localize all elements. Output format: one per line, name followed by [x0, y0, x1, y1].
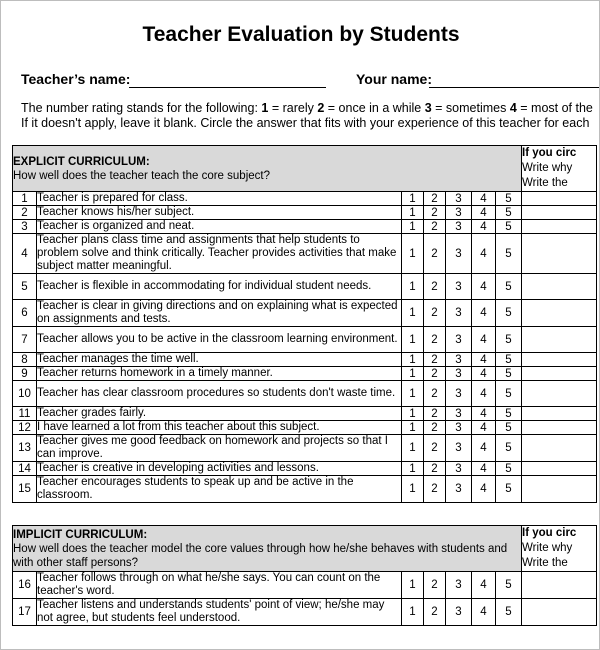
comment-cell[interactable] — [522, 435, 597, 462]
rating-option-4[interactable]: 4 — [472, 192, 496, 206]
question-statement: Teacher knows his/her subject. — [37, 206, 402, 220]
question-row — [13, 476, 597, 503]
rating-option-5[interactable]: 5 — [496, 206, 522, 220]
name-fields — [21, 71, 600, 91]
comment-cell[interactable] — [522, 381, 597, 407]
rating-option-4[interactable]: 4 — [472, 274, 496, 300]
question-number: 10 — [13, 381, 37, 407]
rating-option-3[interactable]: 3 — [446, 327, 472, 353]
rating-option-1[interactable]: 1 — [402, 572, 424, 599]
comment-instruction: If you circ — [522, 527, 577, 539]
question-statement: Teacher is prepared for class. — [37, 192, 402, 206]
implicit-curriculum-table — [12, 525, 597, 626]
rating-option-3[interactable]: 3 — [446, 421, 472, 435]
comment-instruction: Write the — [522, 557, 568, 569]
question-row — [13, 274, 597, 300]
rating-option-2[interactable]: 2 — [424, 462, 446, 476]
question-row — [13, 407, 597, 421]
comment-cell[interactable] — [522, 476, 597, 503]
section-header-row — [13, 526, 597, 572]
rating-option-2[interactable]: 2 — [424, 476, 446, 503]
teacher-name-line[interactable] — [129, 87, 326, 88]
rating-option-5[interactable]: 5 — [496, 435, 522, 462]
question-row — [13, 381, 597, 407]
rating-option-5[interactable]: 5 — [496, 327, 522, 353]
rating-option-1[interactable]: 1 — [402, 599, 424, 626]
rating-option-5[interactable]: 5 — [496, 407, 522, 421]
rating-option-4[interactable]: 4 — [472, 599, 496, 626]
rating-option-4[interactable]: 4 — [472, 421, 496, 435]
question-number: 8 — [13, 353, 37, 367]
question-row — [13, 353, 597, 367]
question-statement: Teacher is organized and neat. — [37, 220, 402, 234]
rating-option-5[interactable]: 5 — [496, 300, 522, 327]
rating-option-2[interactable]: 2 — [424, 435, 446, 462]
rating-option-4[interactable]: 4 — [472, 353, 496, 367]
comment-cell[interactable] — [522, 206, 597, 220]
rating-option-3[interactable]: 3 — [446, 599, 472, 626]
rating-option-3[interactable]: 3 — [446, 353, 472, 367]
teacher-name-label: Teacher’s name: — [21, 71, 131, 87]
comment-cell[interactable] — [522, 353, 597, 367]
rating-option-3[interactable]: 3 — [446, 407, 472, 421]
rating-option-5[interactable]: 5 — [496, 421, 522, 435]
question-number: 14 — [13, 462, 37, 476]
question-number: 1 — [13, 192, 37, 206]
rating-option-5[interactable]: 5 — [496, 476, 522, 503]
page-title: Teacher Evaluation by Students — [142, 23, 460, 46]
rating-option-1[interactable]: 1 — [402, 234, 424, 274]
rating-option-4[interactable]: 4 — [472, 206, 496, 220]
section-header — [13, 526, 522, 572]
rating-option-3[interactable]: 3 — [446, 367, 472, 381]
rating-option-1[interactable]: 1 — [402, 435, 424, 462]
rating-option-3[interactable]: 3 — [446, 274, 472, 300]
question-statement: Teacher encourages students to speak up and be active in the classroom. — [37, 476, 402, 503]
rating-option-4[interactable]: 4 — [472, 300, 496, 327]
comment-instruction: Write the — [522, 177, 568, 189]
question-statement: Teacher follows through on what he/she says. You can count on the teacher's word. — [37, 572, 402, 599]
question-row — [13, 206, 597, 220]
rating-option-3[interactable]: 3 — [446, 381, 472, 407]
section-question: How well does the teacher teach the core subject? — [13, 169, 270, 182]
question-row — [13, 462, 597, 476]
question-statement: Teacher has clear classroom procedures so students don't waste time. — [37, 381, 402, 407]
rating-option-1[interactable]: 1 — [402, 192, 424, 206]
section-title: EXPLICIT CURRICULUM: — [13, 155, 150, 168]
section-title: IMPLICIT CURRICULUM: — [13, 528, 148, 541]
question-number: 7 — [13, 327, 37, 353]
rating-option-2[interactable]: 2 — [424, 353, 446, 367]
question-number: 11 — [13, 407, 37, 421]
comment-instruction: Write why — [522, 162, 573, 174]
comment-cell[interactable] — [522, 407, 597, 421]
instructions-line: If it doesn't apply, leave it blank. Circle the answer that fits with your experience of this teacher for each — [21, 116, 590, 130]
rating-option-4[interactable]: 4 — [472, 435, 496, 462]
question-row — [13, 327, 597, 353]
your-name-label: Your name: — [356, 71, 432, 87]
comment-cell[interactable] — [522, 367, 597, 381]
comment-cell[interactable] — [522, 572, 597, 599]
rating-option-3[interactable]: 3 — [446, 234, 472, 274]
question-statement: Teacher allows you to be active in the classroom learning environment. — [37, 327, 402, 353]
rating-option-4[interactable]: 4 — [472, 572, 496, 599]
rating-option-2[interactable]: 2 — [424, 300, 446, 327]
question-statement: Teacher is flexible in accommodating for individual student needs. — [37, 274, 402, 300]
rating-option-1[interactable]: 1 — [402, 421, 424, 435]
rating-option-2[interactable]: 2 — [424, 367, 446, 381]
comment-cell[interactable] — [522, 300, 597, 327]
rating-option-5[interactable]: 5 — [496, 367, 522, 381]
comment-cell[interactable] — [522, 599, 597, 626]
rating-option-4[interactable]: 4 — [472, 367, 496, 381]
rating-option-4[interactable]: 4 — [472, 327, 496, 353]
question-row — [13, 421, 597, 435]
rating-option-3[interactable]: 3 — [446, 300, 472, 327]
question-number: 17 — [13, 599, 37, 626]
rating-option-3[interactable]: 3 — [446, 206, 472, 220]
rating-option-2[interactable]: 2 — [424, 206, 446, 220]
question-number: 15 — [13, 476, 37, 503]
question-number: 13 — [13, 435, 37, 462]
rating-option-3[interactable]: 3 — [446, 192, 472, 206]
question-row — [13, 234, 597, 274]
question-statement: Teacher plans class time and assignments that help students to problem solve and think critically. Teacher provides activities that make subject matter meaningful. — [37, 234, 402, 274]
comment-column-header — [522, 526, 597, 572]
question-statement: Teacher returns homework in a timely manner. — [37, 367, 402, 381]
comment-cell[interactable] — [522, 462, 597, 476]
rating-option-4[interactable]: 4 — [472, 476, 496, 503]
comment-cell[interactable] — [522, 274, 597, 300]
rating-option-4[interactable]: 4 — [472, 462, 496, 476]
rating-option-1[interactable]: 1 — [402, 476, 424, 503]
rating-option-5[interactable]: 5 — [496, 274, 522, 300]
rating-option-3[interactable]: 3 — [446, 462, 472, 476]
rating-option-5[interactable]: 5 — [496, 599, 522, 626]
question-row — [13, 220, 597, 234]
comment-instruction: If you circ — [522, 147, 577, 159]
rating-option-1[interactable]: 1 — [402, 353, 424, 367]
rating-option-4[interactable]: 4 — [472, 220, 496, 234]
comment-column-header — [522, 146, 597, 192]
rating-option-2[interactable]: 2 — [424, 327, 446, 353]
rating-option-1[interactable]: 1 — [402, 327, 424, 353]
rating-option-1[interactable]: 1 — [402, 300, 424, 327]
section-header — [13, 146, 522, 192]
question-statement: Teacher manages the time well. — [37, 353, 402, 367]
rating-option-2[interactable]: 2 — [424, 234, 446, 274]
question-row — [13, 192, 597, 206]
question-row — [13, 300, 597, 327]
rating-option-1[interactable]: 1 — [402, 206, 424, 220]
rating-option-1[interactable]: 1 — [402, 274, 424, 300]
rating-option-5[interactable]: 5 — [496, 572, 522, 599]
rating-option-5[interactable]: 5 — [496, 234, 522, 274]
question-number: 9 — [13, 367, 37, 381]
rating-option-3[interactable]: 3 — [446, 476, 472, 503]
question-statement: Teacher grades fairly. — [37, 407, 402, 421]
rating-option-1[interactable]: 1 — [402, 220, 424, 234]
rating-instructions — [21, 101, 600, 131]
explicit-curriculum-table — [12, 145, 597, 503]
question-row — [13, 435, 597, 462]
rating-option-4[interactable]: 4 — [472, 407, 496, 421]
rating-option-1[interactable]: 1 — [402, 462, 424, 476]
rating-option-3[interactable]: 3 — [446, 220, 472, 234]
question-statement: Teacher is creative in developing activities and lessons. — [37, 462, 402, 476]
rating-option-2[interactable]: 2 — [424, 421, 446, 435]
your-name-line[interactable] — [429, 87, 600, 88]
question-row — [13, 599, 597, 626]
question-number: 6 — [13, 300, 37, 327]
rating-option-5[interactable]: 5 — [496, 462, 522, 476]
question-row — [13, 572, 597, 599]
rating-option-5[interactable]: 5 — [496, 220, 522, 234]
rating-option-5[interactable]: 5 — [496, 192, 522, 206]
rating-option-4[interactable]: 4 — [472, 234, 496, 274]
rating-option-2[interactable]: 2 — [424, 407, 446, 421]
question-statement: Teacher is clear in giving directions and on explaining what is expected on assignments and tests. — [37, 300, 402, 327]
question-number: 2 — [13, 206, 37, 220]
comment-cell[interactable] — [522, 192, 597, 206]
question-number: 16 — [13, 572, 37, 599]
rating-option-1[interactable]: 1 — [402, 381, 424, 407]
rating-option-5[interactable]: 5 — [496, 353, 522, 367]
question-row — [13, 367, 597, 381]
comment-cell[interactable] — [522, 327, 597, 353]
comment-cell[interactable] — [522, 421, 597, 435]
comment-instruction: Write why — [522, 542, 573, 554]
comment-cell[interactable] — [522, 234, 597, 274]
rating-option-4[interactable]: 4 — [472, 381, 496, 407]
rating-option-3[interactable]: 3 — [446, 435, 472, 462]
question-number: 4 — [13, 234, 37, 274]
rating-option-2[interactable]: 2 — [424, 599, 446, 626]
rating-option-5[interactable]: 5 — [496, 381, 522, 407]
section-question: How well does the teacher model the core values through how he/she behaves with students and with other staff persons? — [13, 542, 508, 569]
question-statement: I have learned a lot from this teacher about this subject. — [37, 421, 402, 435]
section-header-row — [13, 146, 597, 192]
question-number: 3 — [13, 220, 37, 234]
question-statement: Teacher gives me good feedback on homework and projects so that I can improve. — [37, 435, 402, 462]
rating-option-2[interactable]: 2 — [424, 192, 446, 206]
rating-option-2[interactable]: 2 — [424, 381, 446, 407]
question-number: 12 — [13, 421, 37, 435]
comment-cell[interactable] — [522, 220, 597, 234]
question-number: 5 — [13, 274, 37, 300]
rating-scale-line: The number rating stands for the following: 1 = rarely 2 = once in a while 3 = sometimes 4 = most of the — [21, 101, 593, 115]
rating-option-1[interactable]: 1 — [402, 407, 424, 421]
rating-option-2[interactable]: 2 — [424, 572, 446, 599]
rating-option-1[interactable]: 1 — [402, 367, 424, 381]
rating-option-3[interactable]: 3 — [446, 572, 472, 599]
rating-option-2[interactable]: 2 — [424, 220, 446, 234]
rating-option-2[interactable]: 2 — [424, 274, 446, 300]
question-statement: Teacher listens and understands students' point of view; he/she may not agree, but students feel understood. — [37, 599, 402, 626]
